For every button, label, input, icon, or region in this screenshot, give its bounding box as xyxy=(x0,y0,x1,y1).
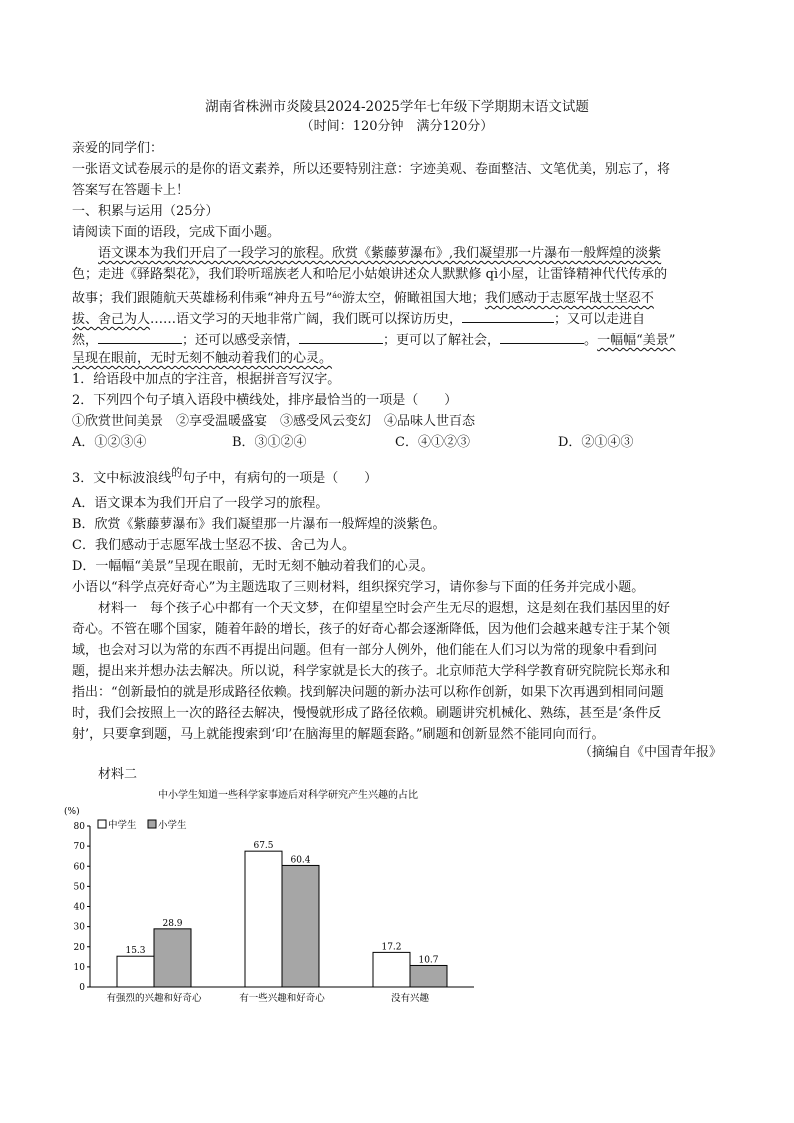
material-1-source: （摘编自《中国青年报》 xyxy=(578,745,722,760)
material-1-line: 时，我们会按照上一次的路径去解决，慢慢就形成了路径依赖。刷题讲究机械化、熟练，甚至是‘条件反 xyxy=(72,706,662,721)
task-intro: 小语以“科学点亮好奇心”为主题选取了三则材料，组织探究学习，请你参与下面的任务并完成小题。 xyxy=(72,580,645,595)
pinyin-mark: áo xyxy=(332,291,342,300)
intro-line-2: 答案写在答题卡上！ xyxy=(72,183,190,198)
q3-option-a[interactable]: A．语文课本为我们开启了一段学习的旅程。 xyxy=(72,496,329,511)
q3-option-d[interactable]: D．一幅幅“美景”呈现在眼前，无时无刻不触动着我们的心灵。 xyxy=(72,559,434,574)
q3-option-c[interactable]: C．我们感动于志愿军战士坚忍不拔、舍己为人。 xyxy=(72,538,355,553)
q2-option-b[interactable]: B．③①②④ xyxy=(232,435,307,450)
y-tick-label: 30 xyxy=(73,922,85,933)
greeting: 亲爱的同学们： xyxy=(72,141,164,156)
y-tick-label: 20 xyxy=(73,942,85,953)
passage-text: 呈现在眼前，无时无刻不触动着我们的心灵。 xyxy=(72,351,333,366)
bar-中学生-2 xyxy=(373,952,410,987)
material-1-line: 指出：“创新最怕的就是形成路径依赖。找到解决问题的新办法可以称作创新，如果下次再遇到相同问题 xyxy=(72,685,664,700)
passage-text: ；又可以走进自 xyxy=(554,312,646,327)
passage-text: 拔、舍己为人 xyxy=(72,312,151,327)
category-label: 有一些兴趣和好奇心 xyxy=(239,993,325,1004)
data-label: 28.9 xyxy=(162,918,183,929)
plot-area xyxy=(74,819,474,1004)
q3-stem-text: 句子中，有病句的一项是（ ） xyxy=(182,471,378,486)
legend-swatch xyxy=(148,820,156,828)
category-label: 没有兴趣 xyxy=(390,993,430,1004)
y-axis-unit: (%) xyxy=(64,807,80,817)
legend-swatch xyxy=(98,820,106,828)
answer-blank[interactable] xyxy=(98,329,182,344)
data-label: 60.4 xyxy=(290,855,311,866)
section-heading: 一、积累与运用（25分） xyxy=(72,204,219,219)
data-label: 67.5 xyxy=(253,841,274,852)
passage-text: ；还可以感受亲情， xyxy=(182,333,300,348)
question-1: 1．给语段中加点的字注音，根据拼音写汉字。 xyxy=(72,372,341,387)
chart-title: 中小学生知道一些科学家事迹后对科学研究产生兴趣的占比 xyxy=(158,790,418,801)
q3-stem-text: 3．文中标波浪线 xyxy=(72,471,172,486)
bar-小学生-0 xyxy=(154,929,191,987)
y-tick-label: 60 xyxy=(73,862,85,873)
material-2-label: 材料二 xyxy=(98,767,138,782)
question-2-phrases: ①欣赏世间美景 ②享受温暖盛宴 ③感受风云变幻 ④品味人世百态 xyxy=(72,414,476,429)
page-subtitle: （时间：120分钟 满分120分） xyxy=(300,119,494,134)
bar-chart xyxy=(60,784,480,1014)
intro-line-1: 一张语文试卷展示的是你的语文素养，所以还要特别注意：字迹美观、卷面整洁、文笔优美，别忘了，将 xyxy=(72,162,671,177)
passage-line-4 xyxy=(72,308,645,329)
q2-option-a[interactable]: A．①②③④ xyxy=(72,435,147,450)
passage-text: 语文课本为我们开启了一段学习的旅程。欣赏《紫藤萝瀑布》,我们凝望那一片瀑布一般辉煌的淡紫 xyxy=(98,246,662,261)
legend-label: 小学生 xyxy=(158,820,187,831)
q3-option-b[interactable]: B．欣赏《紫藤萝瀑布》我们凝望那一片瀑布一般辉煌的淡紫色。 xyxy=(72,517,446,532)
passage-text: 色；走进《驿路梨花》，我们聆听瑶族老人和哈尼小姑娘讲述众人默默修 qì小屋，让雷锋精神代代传承的 xyxy=(72,267,668,282)
passage-line-2 xyxy=(72,266,667,284)
section-instruction: 请阅读下面的语段，完成下面小题。 xyxy=(72,225,281,240)
bar-中学生-1 xyxy=(245,851,282,987)
data-label: 15.3 xyxy=(125,946,146,957)
passage-text: ……语文学习的天地非常广阔，我们既可以探访历史， xyxy=(150,312,463,327)
material-1-line: 射’，只要拿到题，马上就能搜索到‘印’在脑海里的解题套路。”刷题和创新显然不能同向而行。 xyxy=(72,727,605,742)
q2-option-c[interactable]: C．④①②③ xyxy=(395,435,470,450)
data-label: 10.7 xyxy=(418,955,439,966)
y-tick-label: 0 xyxy=(79,983,85,993)
material-1-line: 奇心。不管在哪个国家，随着年龄的增长，孩子的好奇心都会逐渐降低，因为他们会越来越专注于某个领 xyxy=(72,622,671,637)
category-label: 有强烈的兴趣和好奇心 xyxy=(106,993,202,1004)
passage-line-3 xyxy=(72,287,654,308)
y-tick-label: 40 xyxy=(73,902,85,913)
y-tick-label: 80 xyxy=(73,822,85,832)
passage-line-5 xyxy=(72,329,675,350)
passage-text: 游太空，俯瞰祖国大地； xyxy=(341,291,485,306)
passage-text: 我们感动于志愿军战士坚忍不 xyxy=(484,291,654,306)
answer-blank[interactable] xyxy=(299,329,383,344)
material-1-line: 材料一 每个孩子心中都有一个天文梦，在仰望星空时会产生无尽的遐想，这是刻在我们基因里的好 xyxy=(98,601,671,616)
data-label: 17.2 xyxy=(381,942,402,953)
passage-line-6 xyxy=(72,350,332,368)
y-tick-label: 50 xyxy=(73,882,85,893)
legend-label: 中学生 xyxy=(108,820,137,831)
y-tick-label: 70 xyxy=(73,842,85,853)
y-tick-label: 10 xyxy=(73,962,85,973)
material-1-line: 题，提出来并想办法去解决。所以说，科学家就是长大的孩子。北京师范大学科学教育研究院院长郑永和 xyxy=(72,664,671,679)
material-1-line: 域，也会对习以为常的东西不再提出问题。但有一部分人例外，他们能在人们习以为常的现象中看到问 xyxy=(72,643,658,658)
passage-text: 一幅幅“美景” xyxy=(597,333,676,348)
passage-text: 然， xyxy=(72,333,99,348)
answer-blank[interactable] xyxy=(462,308,554,323)
page-title: 湖南省株洲市炎陵县2024-2025学年七年级下学期期末语文试题 xyxy=(205,99,589,115)
question-3-stem xyxy=(72,464,377,488)
q3-stem-mark: 的 xyxy=(171,466,183,479)
passage-text: 故事；我们跟随航天英雄杨利伟乘“神舟五号” xyxy=(72,291,333,306)
passage-line-1 xyxy=(98,245,661,263)
bar-小学生-1 xyxy=(282,865,319,987)
answer-blank[interactable] xyxy=(500,329,584,344)
q2-option-d[interactable]: D．②①④③ xyxy=(558,435,634,450)
question-2-stem: 2．下列四个句子填入语段中横线处，排序最恰当的一项是（ ） xyxy=(72,393,458,408)
bar-中学生-0 xyxy=(117,956,154,987)
passage-text: 。 xyxy=(584,333,598,348)
bar-小学生-2 xyxy=(410,965,447,987)
passage-text: ；更可以了解社会， xyxy=(383,333,501,348)
